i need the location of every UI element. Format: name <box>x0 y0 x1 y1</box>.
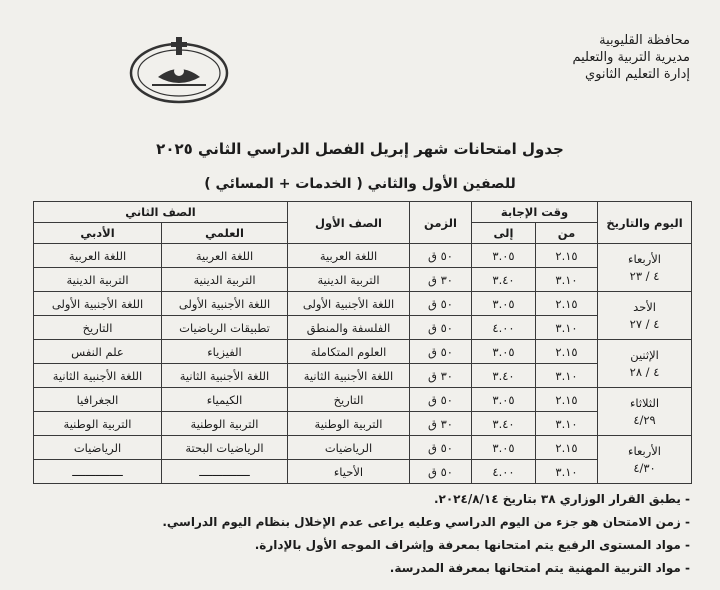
literary-subject: اللغة العربية <box>34 244 162 268</box>
grade1-subject: الرياضيات <box>288 436 410 460</box>
day-date: ٤/٢٩ <box>633 412 656 427</box>
grade1-subject: التاريخ <box>288 388 410 412</box>
day-cell <box>598 436 692 484</box>
table-row <box>34 412 692 436</box>
from-cell: ٢.١٥ <box>536 244 598 268</box>
notes-list <box>162 488 690 580</box>
scientific-subject: ـــــــــــــــ <box>162 460 288 484</box>
literary-subject: اللغة الأجنبية الثانية <box>34 364 162 388</box>
table-row <box>34 244 692 268</box>
header-grade2: الصف الثاني <box>34 202 288 223</box>
header-answer-time: وقت الإجابة <box>472 202 598 223</box>
header-block <box>572 32 690 83</box>
day-date: ٤/٣٠ <box>633 460 656 475</box>
table-row <box>34 460 692 484</box>
grade1-subject: الأحياء <box>288 460 410 484</box>
day-date: ٤ / ٢٣ <box>629 268 660 283</box>
scientific-subject: الفيزياء <box>162 340 288 364</box>
from-cell: ٣.١٠ <box>536 412 598 436</box>
exam-schedule-table <box>33 201 692 484</box>
to-cell: ٣.٠٥ <box>472 340 536 364</box>
grade1-subject: اللغة الأجنبية الثانية <box>288 364 410 388</box>
scientific-subject: الكيمياء <box>162 388 288 412</box>
duration-cell: ٥٠ ق <box>410 316 472 340</box>
table-row <box>34 316 692 340</box>
governorate-label: محافظة القليوبية <box>599 33 690 48</box>
literary-subject: ـــــــــــــــ <box>34 460 162 484</box>
table-row <box>34 436 692 460</box>
header-day-date: اليوم والتاريخ <box>598 202 692 244</box>
grade1-subject: اللغة العربية <box>288 244 410 268</box>
table-row <box>34 292 692 316</box>
day-cell <box>598 340 692 388</box>
from-cell: ٣.١٠ <box>536 364 598 388</box>
duration-cell: ٣٠ ق <box>410 364 472 388</box>
duration-cell: ٥٠ ق <box>410 292 472 316</box>
duration-cell: ٥٠ ق <box>410 460 472 484</box>
table-row <box>34 388 692 412</box>
note-item: - يطبق القرار الوزاري ٣٨ بتاريخ ٢٠٢٤/٨/١٤. <box>162 488 690 511</box>
scientific-subject: اللغة الأجنبية الأولى <box>162 292 288 316</box>
table-row <box>34 364 692 388</box>
literary-subject: التربية الوطنية <box>34 412 162 436</box>
literary-subject: التربية الدينية <box>34 268 162 292</box>
literary-subject: الجغرافيا <box>34 388 162 412</box>
grade1-subject: التربية الدينية <box>288 268 410 292</box>
ministry-logo-icon <box>128 35 230 105</box>
header-grade1: الصف الأول <box>288 202 410 244</box>
literary-subject: علم النفس <box>34 340 162 364</box>
duration-cell: ٥٠ ق <box>410 388 472 412</box>
grade1-subject: العلوم المتكاملة <box>288 340 410 364</box>
scientific-subject: اللغة العربية <box>162 244 288 268</box>
note-item: - مواد المستوى الرفيع يتم امتحانها بمعرفة وإشراف الموجه الأول بالإدارة. <box>162 534 690 557</box>
scientific-subject: اللغة الأجنبية الثانية <box>162 364 288 388</box>
to-cell: ٣.٤٠ <box>472 268 536 292</box>
page-subtitle: للصفين الأول والثاني ( الخدمات + المسائي ) <box>204 176 516 192</box>
scientific-subject: التربية الدينية <box>162 268 288 292</box>
from-cell: ٢.١٥ <box>536 388 598 412</box>
day-date: ٤ / ٢٨ <box>629 364 660 379</box>
scientific-subject: تطبيقات الرياضيات <box>162 316 288 340</box>
scientific-subject: الرياضيات البحتة <box>162 436 288 460</box>
from-cell: ٣.١٠ <box>536 460 598 484</box>
duration-cell: ٣٠ ق <box>410 412 472 436</box>
note-item: - مواد التربية المهنية يتم امتحانها بمعرفة المدرسة. <box>162 557 690 580</box>
grade1-subject: الفلسفة والمنطق <box>288 316 410 340</box>
day-name: الأحد <box>633 299 656 314</box>
literary-subject: الرياضيات <box>34 436 162 460</box>
from-cell: ٢.١٥ <box>536 292 598 316</box>
duration-cell: ٥٠ ق <box>410 340 472 364</box>
header-literary: الأدبي <box>34 223 162 244</box>
duration-cell: ٥٠ ق <box>410 244 472 268</box>
to-cell: ٤.٠٠ <box>472 460 536 484</box>
to-cell: ٣.٤٠ <box>472 364 536 388</box>
literary-subject: التاريخ <box>34 316 162 340</box>
to-cell: ٣.٠٥ <box>472 388 536 412</box>
day-name: الثلاثاء <box>629 395 660 410</box>
table-row <box>34 340 692 364</box>
grade1-subject: التربية الوطنية <box>288 412 410 436</box>
header-to: إلى <box>472 223 536 244</box>
header-duration: الزمن <box>410 202 472 244</box>
literary-subject: اللغة الأجنبية الأولى <box>34 292 162 316</box>
to-cell: ٣.٠٥ <box>472 292 536 316</box>
to-cell: ٣.٠٥ <box>472 244 536 268</box>
to-cell: ٣.٤٠ <box>472 412 536 436</box>
header-scientific: العلمي <box>162 223 288 244</box>
day-date: ٤ / ٢٧ <box>629 316 660 331</box>
day-cell <box>598 292 692 340</box>
to-cell: ٤.٠٠ <box>472 316 536 340</box>
note-item: - زمن الامتحان هو جزء من اليوم الدراسي وعليه يراعى عدم الإخلال بنظام اليوم الدراسي. <box>162 511 690 534</box>
duration-cell: ٥٠ ق <box>410 436 472 460</box>
day-name: الأربعاء <box>628 251 661 266</box>
day-cell <box>598 388 692 436</box>
from-cell: ٢.١٥ <box>536 436 598 460</box>
from-cell: ٣.١٠ <box>536 268 598 292</box>
header-from: من <box>536 223 598 244</box>
duration-cell: ٣٠ ق <box>410 268 472 292</box>
scientific-subject: التربية الوطنية <box>162 412 288 436</box>
department-label: إدارة التعليم الثانوي <box>585 67 690 82</box>
from-cell: ٣.١٠ <box>536 316 598 340</box>
table-row <box>34 268 692 292</box>
grade1-subject: اللغة الأجنبية الأولى <box>288 292 410 316</box>
directorate-label: مديرية التربية والتعليم <box>572 50 690 65</box>
day-cell <box>598 244 692 292</box>
day-name: الأربعاء <box>628 443 661 458</box>
to-cell: ٣.٠٥ <box>472 436 536 460</box>
table-header-row <box>34 202 692 223</box>
from-cell: ٢.١٥ <box>536 340 598 364</box>
page-title: جدول امتحانات شهر إبريل الفصل الدراسي الثاني ٢٠٢٥ <box>156 140 564 158</box>
day-name: الإثنين <box>630 347 659 362</box>
